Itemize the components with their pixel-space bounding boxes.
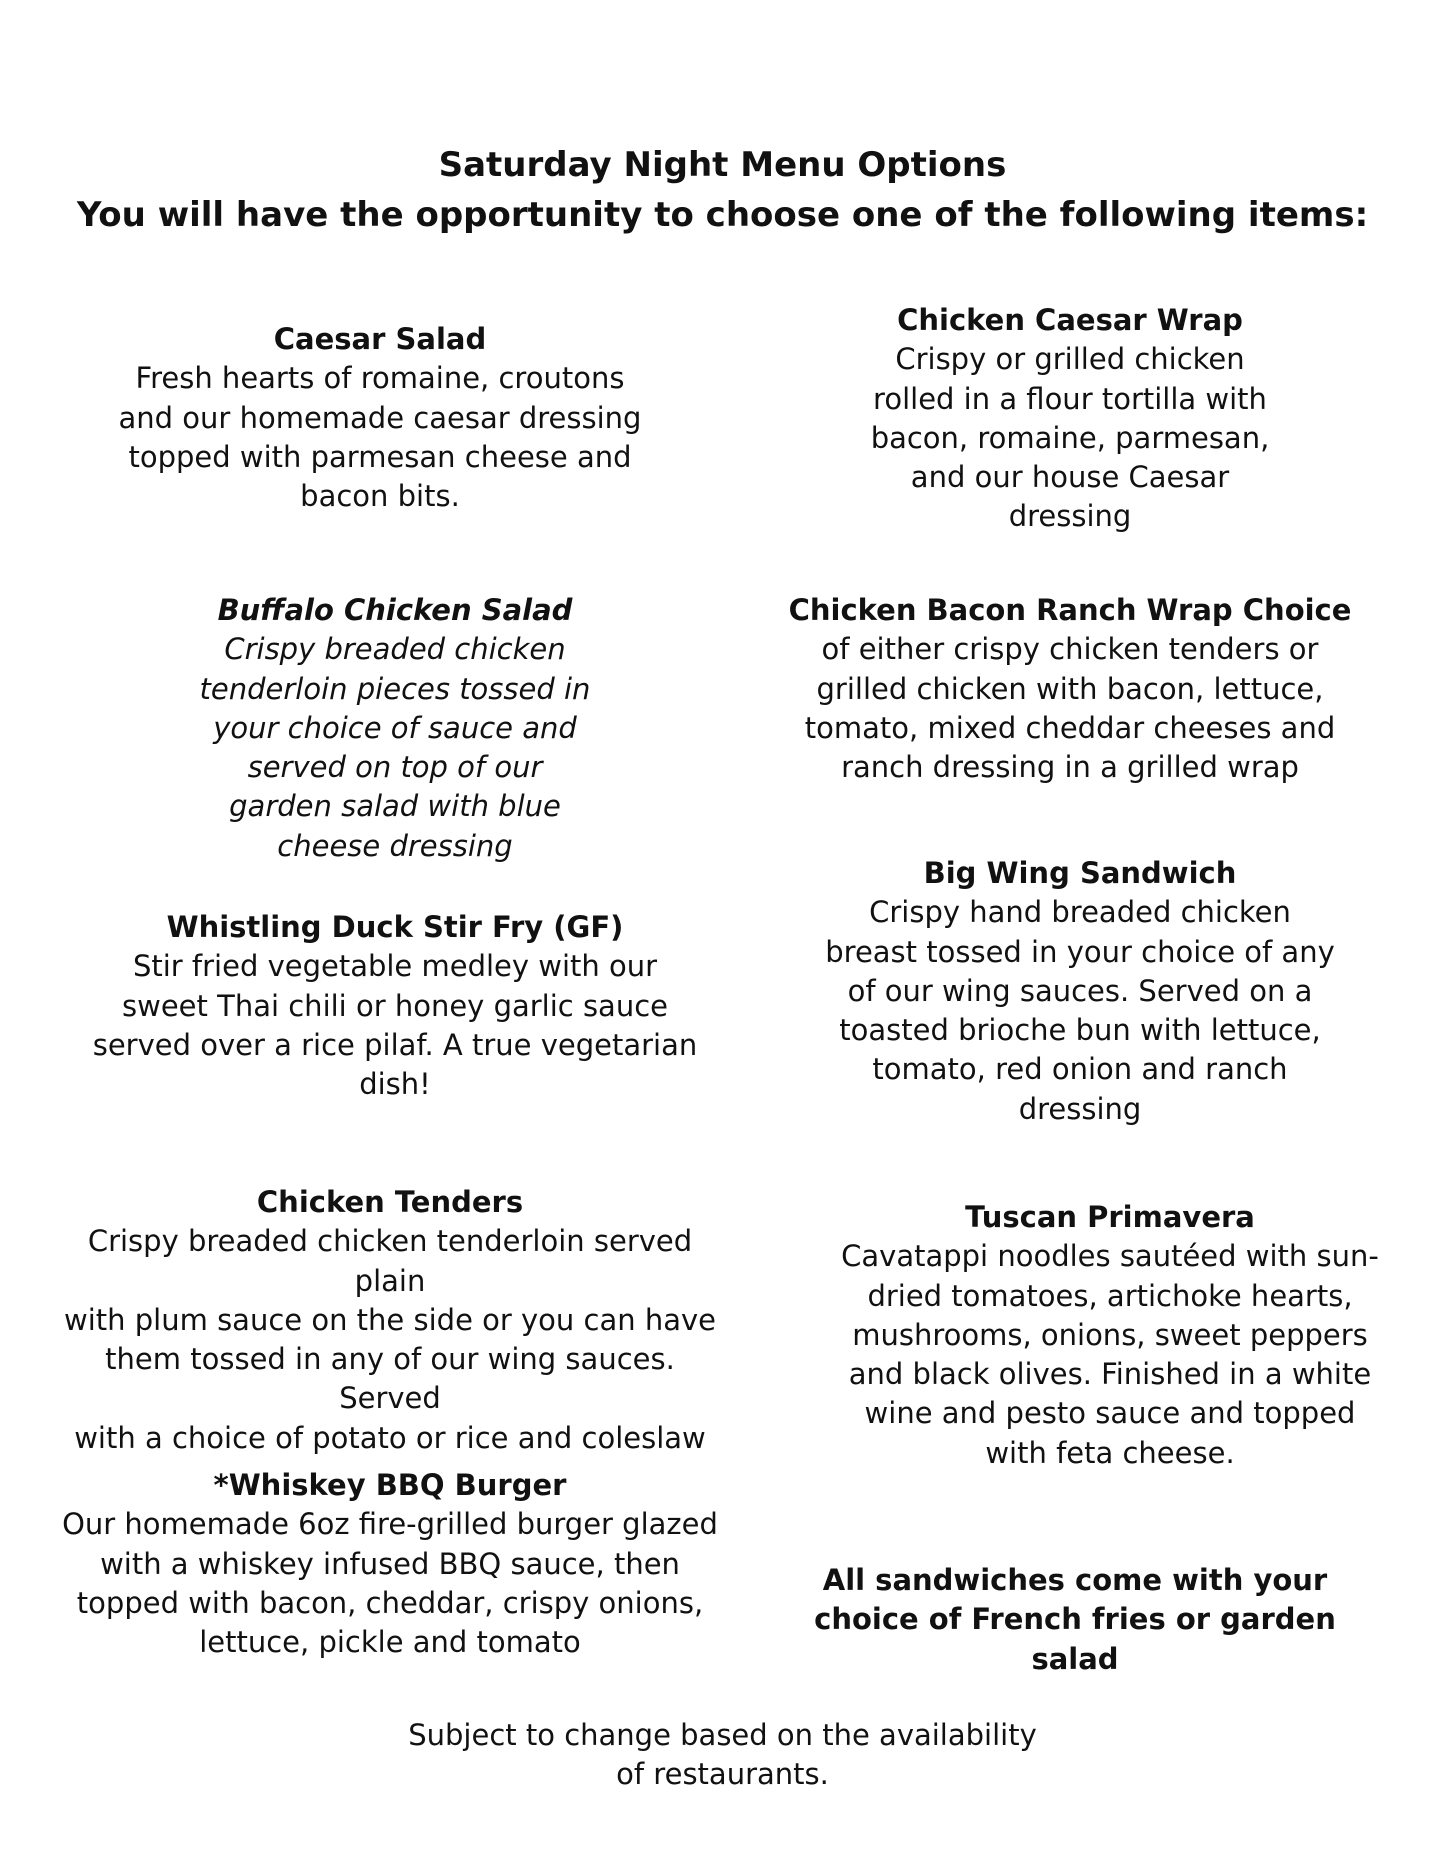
item-description: Our homemade 6oz fire-grilled burger glazed with a whiskey infused BBQ sauce, then topped with bacon, cheddar, crispy onions, lettuce, pickle and tomato xyxy=(62,1507,718,1660)
item-name: Whistling Duck Stir Fry (GF) xyxy=(166,910,624,944)
menu-item-buffalo-chicken-salad xyxy=(120,591,670,866)
item-description: Crispy breaded chicken tenderloin pieces tossed in your choice of sauce and served on top of our garden salad with blue cheese dressing xyxy=(199,632,591,863)
menu-item-big-wing-sandwich xyxy=(800,854,1360,1129)
item-description: Stir fried vegetable medley with our sweet Thai chili or honey garlic sauce served over a rice pilaf. A true vegetarian dish! xyxy=(92,949,698,1102)
menu-item-tuscan-primavera xyxy=(830,1198,1390,1473)
item-name: Chicken Caesar Wrap xyxy=(897,303,1243,337)
item-description: Crispy or grilled chicken rolled in a flour tortilla with bacon, romaine, parmesan, and our house Caesar dressing xyxy=(870,342,1270,534)
item-name: *Whiskey BBQ Burger xyxy=(213,1468,567,1502)
menu-title: Saturday Night Menu Options xyxy=(438,145,1007,185)
item-name: Chicken Bacon Ranch Wrap Choice xyxy=(788,593,1352,627)
item-name: Chicken Tenders xyxy=(256,1185,524,1219)
item-name: Caesar Salad xyxy=(273,322,487,356)
item-name: Big Wing Sandwich xyxy=(923,856,1237,890)
menu-item-whistling-duck-stir-fry xyxy=(80,908,710,1104)
menu-item-whiskey-bbq-burger xyxy=(60,1466,720,1662)
item-description: Crispy hand breaded chicken breast tossed in your choice of any of our wing sauces. Served on a toasted brioche bun with lettuce, tomato, red onion and ranch dressing xyxy=(825,895,1335,1126)
item-description: Crispy breaded chicken tenderloin served plain with plum sauce on the side or you can have them tossed in any of our wing sauces. Served with a choice of potato or rice and coleslaw xyxy=(64,1224,716,1455)
item-name: Tuscan Primavera xyxy=(965,1200,1255,1234)
item-name: Buffalo Chicken Salad xyxy=(217,593,573,627)
menu-item-chicken-tenders xyxy=(50,1183,730,1458)
menu-item-chicken-caesar-wrap xyxy=(800,301,1340,537)
item-description: of either crispy chicken tenders or grilled chicken with bacon, lettuce, tomato, mixed cheddar cheeses and ranch dressing in a grilled wrap xyxy=(804,632,1336,785)
item-description: Cavatappi noodles sautéed with sun- dried tomatoes, artichoke hearts, mushrooms, onions, sweet peppers and black olives. Finished in a white wine and pesto sauce and topped with feta cheese. xyxy=(841,1239,1379,1470)
menu-item-chicken-bacon-ranch-wrap xyxy=(780,591,1360,787)
sandwich-sides-note: All sandwiches come with your choice of French fries or garden salad xyxy=(814,1563,1336,1676)
menu-item-caesar-salad xyxy=(100,320,660,516)
item-description: Fresh hearts of romaine, croutons and our homemade caesar dressing topped with parmesan cheese and bacon bits. xyxy=(118,361,642,514)
availability-footer: Subject to change based on the availability of restaurants. xyxy=(408,1718,1037,1792)
menu-subtitle: You will have the opportunity to choose one of the following items: xyxy=(76,195,1369,235)
